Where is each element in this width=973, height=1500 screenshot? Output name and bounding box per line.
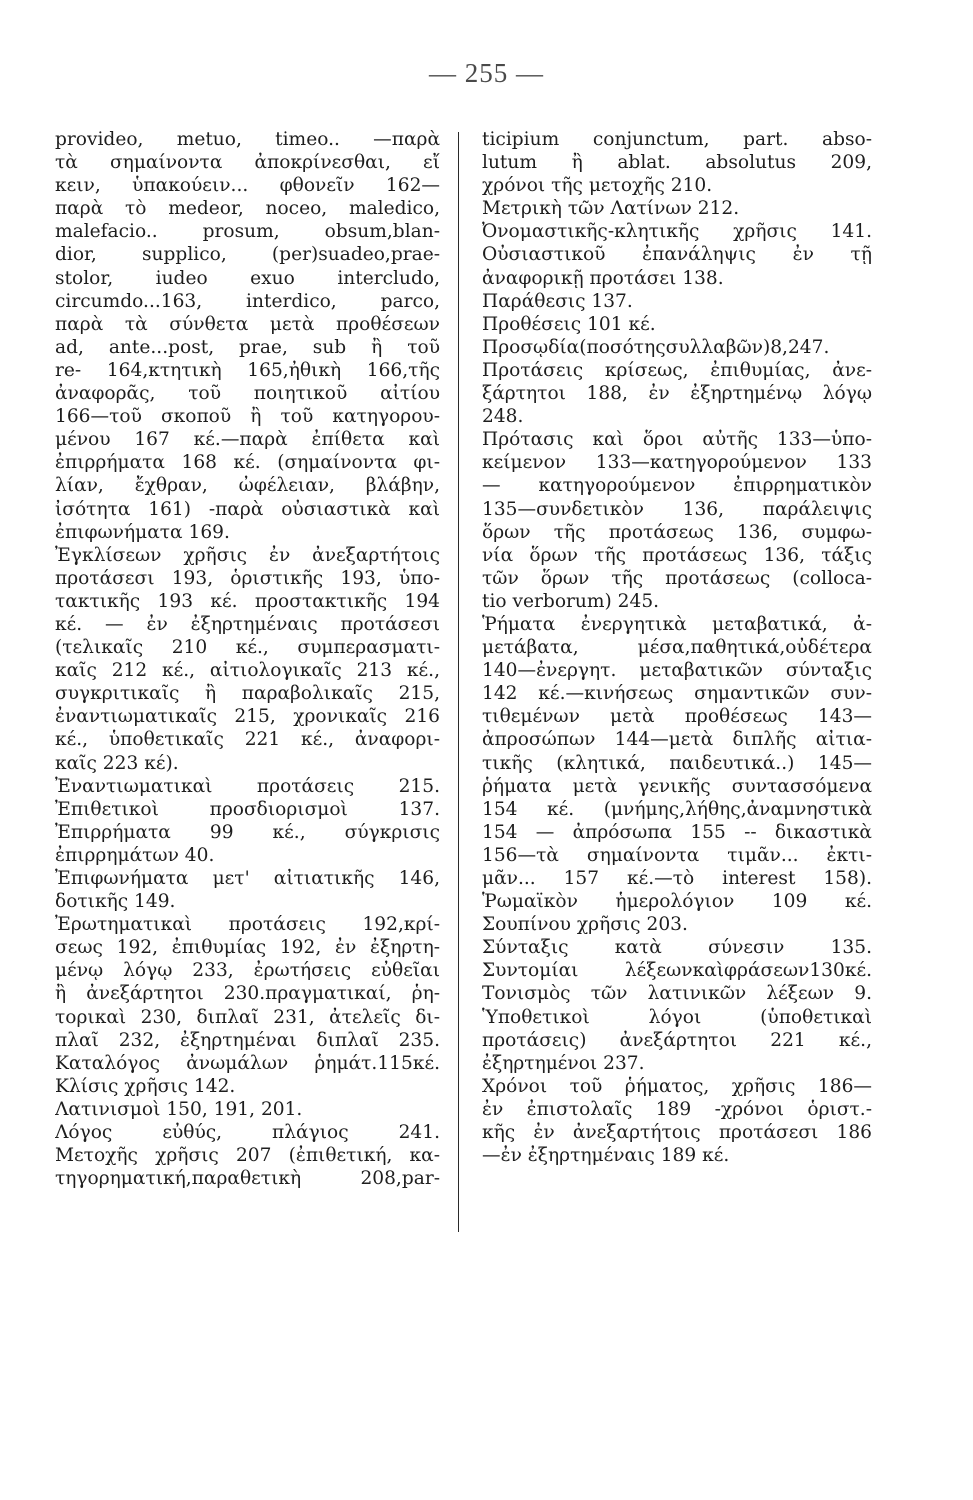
index-line: re- 164,κτητικὴ 165,ἠθικὴ 166,τῆς bbox=[55, 359, 440, 381]
index-line: Ἐπιρρήματα 99 κέ., σύγκρισις bbox=[55, 821, 440, 843]
index-line: —ἐν ἐξηρτημέναις 189 κέ. bbox=[482, 1145, 730, 1167]
index-line: Προτάσεις κρίσεως, ἐπιθυμίας, ἀνε- bbox=[482, 359, 872, 381]
index-line: ἐν ἐπιστολαῖς 189 -χρόνοι ὁριστ.- bbox=[482, 1098, 872, 1120]
index-line: μένῳ λόγῳ 233, ἐρωτήσεις εὐθεῖαι bbox=[55, 960, 440, 982]
index-line: 166—τοῦ σκοποῦ ἢ τοῦ κατηγορου- bbox=[55, 406, 440, 428]
index-line: Ἐρωτηματικαὶ προτάσεις 192,κρί- bbox=[55, 914, 440, 936]
index-line: Πρότασις καὶ ὅροι αὐτῆς 133—ὑπο- bbox=[482, 429, 872, 451]
index-line: λίαν, ἔχθραν, ὠφέλειαν, βλάβην, bbox=[55, 475, 440, 497]
index-line: κείμενον 133—κατηγορούμενον 133 bbox=[482, 452, 872, 474]
index-line: stolor, iudeo exuo intercludo, bbox=[55, 267, 440, 289]
index-line: ἀναφορᾶς, τοῦ ποιητικοῦ αἰτίου bbox=[55, 383, 440, 405]
index-line: τακτικῆς 193 κέ. προστακτικῆς 194 bbox=[55, 590, 440, 612]
index-line: Χρόνοι τοῦ ῥήματος, χρῆσις 186— bbox=[482, 1075, 872, 1097]
index-line: μετάβατα, μέσα,παθητικά,οὐδέτερα bbox=[482, 637, 872, 659]
index-line: 248. bbox=[482, 406, 524, 428]
index-column-right bbox=[482, 128, 872, 1167]
index-line: τῶν ὅρων τῆς προτάσεως (colloca- bbox=[482, 567, 872, 589]
index-line: Συντομίαι λέξεωνκαὶφράσεων130κέ. bbox=[482, 960, 872, 982]
index-line: ὅρων τῆς προτάσεως 136, συμφω- bbox=[482, 521, 872, 543]
index-line: χρόνοι τῆς μετοχῆς 210. bbox=[482, 175, 713, 197]
index-line: Σύνταξις κατὰ σύνεσιν 135. bbox=[482, 937, 872, 959]
index-line: παρὰ τὸ medeor, noceo, maledico, bbox=[55, 198, 440, 220]
index-line: ἐπιρρήματα 168 κέ. (σημαίνοντα φι- bbox=[55, 452, 440, 474]
index-line: (τελικαῖς 210 κέ., συμπερασματι- bbox=[55, 637, 440, 659]
index-line: dior, supplico, (per)suadeo,prae- bbox=[55, 244, 440, 266]
index-line: Ὀνομαστικῆς-κλητικῆς χρῆσις 141. bbox=[482, 221, 872, 243]
index-line: ἐπιρρημάτων 40. bbox=[55, 844, 215, 866]
index-line: μᾶν... 157 κέ.—τὸ interest 158). bbox=[482, 868, 872, 889]
index-line: σεως 192, ἐπιθυμίας 192, ἐν ἐξηρτη- bbox=[55, 937, 440, 959]
index-line: ticipium conjunctum, part. abso- bbox=[482, 129, 872, 150]
index-line: Κλίσις χρῆσις 142. bbox=[55, 1075, 236, 1097]
index-line: προτάσεις) ἀνεξάρτητοι 221 κέ., bbox=[482, 1029, 872, 1051]
index-line: provideo, metuo, timeo.. —παρὰ bbox=[55, 129, 440, 150]
index-line: νία ὅρων τῆς προτάσεως 136, τάξις bbox=[482, 544, 872, 566]
index-line: Μετρικὴ τῶν Λατίνων 212. bbox=[482, 198, 740, 220]
index-line: ἐπιφωνήματα 169. bbox=[55, 521, 230, 543]
index-line: ἐξηρτημένοι 237. bbox=[482, 1052, 645, 1074]
index-line: τὰ σημαίνοντα ἀποκρίνεσθαι, εἴ bbox=[55, 152, 440, 174]
index-line: Προσῳδία(ποσότηςσυλλαβῶν)8,247. bbox=[482, 336, 830, 358]
page-number: — 255 — bbox=[429, 58, 544, 88]
index-line: ad, ante...post, prae, sub ἢ τοῦ bbox=[55, 336, 440, 358]
index-line: πλαῖ 232, ἐξηρτημέναι διπλαῖ 235. bbox=[55, 1029, 440, 1051]
index-line: καῖς 212 κέ., αἰτιολογικαῖς 213 κέ., bbox=[55, 660, 440, 682]
index-line: Ἐναντιωματικαὶ προτάσεις 215. bbox=[55, 775, 440, 797]
index-line: συγκριτικαῖς ἢ παραβολικαῖς 215, bbox=[55, 683, 440, 705]
index-line: τηγορηματική,παραθετικὴ 208,par- bbox=[55, 1168, 440, 1190]
index-line: ῥήματα μετὰ γενικῆς συντασσόμενα bbox=[482, 775, 872, 797]
index-line: 154 — ἀπρόσωπα 155 -- δικαστικὰ bbox=[482, 821, 872, 843]
index-line: τορικαὶ 230, διπλαῖ 231, ἀτελεῖς δι- bbox=[55, 1006, 440, 1028]
index-line: Τονισμὸς τῶν λατινικῶν λέξεων 9. bbox=[482, 983, 872, 1005]
index-line: Παράθεσις 137. bbox=[482, 290, 633, 312]
index-line: Καταλόγος ἀνωμάλων ῥημάτ.115κέ. bbox=[55, 1052, 440, 1074]
index-line: ἀναφορικῇ προτάσει 138. bbox=[482, 267, 724, 289]
index-line: 142 κέ.—κινήσεως σημαντικῶν συν- bbox=[482, 683, 872, 705]
index-line: Οὐσιαστικοῦ ἐπανάληψις ἐν τῇ bbox=[482, 244, 872, 266]
index-line: Λατινισμοὶ 150, 191, 201. bbox=[55, 1098, 303, 1120]
index-line: ἀπροσώπων 144—μετὰ διπλῆς αἰτια- bbox=[482, 729, 872, 751]
index-line: μένου 167 κέ.—παρὰ ἐπίθετα καὶ bbox=[55, 429, 440, 451]
index-line: προτάσεσι 193, ὁριστικῆς 193, ὑπο- bbox=[55, 567, 440, 589]
index-line: 154 κέ. (μνήμης,λήθης,ἀναμνηστικὰ bbox=[482, 798, 872, 820]
index-line: ἢ ἀνεξάρτητοι 230.πραγματικαί, ῥη- bbox=[55, 983, 440, 1005]
index-line: Λόγος εὐθύς, πλάγιος 241. bbox=[55, 1122, 440, 1144]
index-line: lutum ἢ ablat. absolutus 209, bbox=[482, 152, 872, 174]
index-line: Προθέσεις 101 κέ. bbox=[482, 313, 656, 335]
index-line: κειν, ὑπακούειν... φθονεῖν 162— bbox=[55, 175, 440, 197]
index-line: κῆς ἐν ἀνεξαρτήτοις προτάσεσι 186 bbox=[482, 1122, 872, 1144]
index-line: τικῆς (κλητικά, παιδευτικά..) 145— bbox=[482, 752, 872, 774]
index-column-left bbox=[55, 128, 440, 1190]
index-line: παρὰ τὰ σύνθετα μετὰ προθέσεων bbox=[55, 313, 440, 335]
index-line: Ἐπιθετικοὶ προσδιορισμοὶ 137. bbox=[55, 798, 440, 820]
index-line: ἰσότητα 161) -παρὰ οὐσιαστικὰ καὶ bbox=[55, 498, 440, 520]
index-line: Ῥωμαϊκὸν ἡμερολόγιον 109 κέ. bbox=[482, 891, 872, 913]
index-line: Ὑποθετικοὶ λόγοι (ὑποθετικαὶ bbox=[482, 1006, 872, 1028]
index-line: 156—τὰ σημαίνοντα τιμᾶν... ἐκτι- bbox=[482, 844, 872, 866]
index-line: τιθεμένων μετὰ προθέσεως 143— bbox=[482, 706, 872, 728]
index-line: Ἐγκλίσεων χρῆσις ἐν ἀνεξαρτήτοις bbox=[55, 544, 440, 566]
index-line: κέ., ὑποθετικαῖς 221 κέ., ἀναφορι- bbox=[55, 729, 440, 751]
index-line: tio verborum) 245. bbox=[482, 590, 660, 612]
index-line: — κατηγορούμενον ἐπιρρηματικὸν bbox=[482, 475, 872, 497]
column-divider bbox=[458, 132, 459, 1232]
index-line: circumdo...163, interdico, parco, bbox=[55, 290, 440, 312]
index-line: Μετοχῆς χρῆσις 207 (ἐπιθετική, κα- bbox=[55, 1145, 440, 1167]
index-line: ξάρτητοι 188, ἐν ἐξηρτημένῳ λόγῳ bbox=[482, 383, 872, 405]
index-line: 140—ἐνεργητ. μεταβατικῶν σύνταξις bbox=[482, 660, 872, 682]
index-line: Σουπίνου χρῆσις 203. bbox=[482, 914, 688, 936]
index-line: Ἐπιφωνήματα μετ' αἰτιατικῆς 146, bbox=[55, 868, 440, 889]
index-line: δοτικῆς 149. bbox=[55, 891, 176, 913]
index-line: ἐναντιωματικαῖς 215, χρονικαῖς 216 bbox=[55, 706, 440, 728]
index-line: malefacio.. prosum, obsum,blan- bbox=[55, 221, 440, 243]
index-line: 135—συνδετικὸν 136, παράλειψις bbox=[482, 498, 872, 520]
index-line: καῖς 223 κέ). bbox=[55, 752, 179, 774]
index-line: κέ. — ἐν ἐξηρτημέναις προτάσεσι bbox=[55, 613, 440, 635]
index-line: Ῥήματα ἐνεργητικὰ μεταβατικά, ἀ- bbox=[482, 613, 872, 635]
